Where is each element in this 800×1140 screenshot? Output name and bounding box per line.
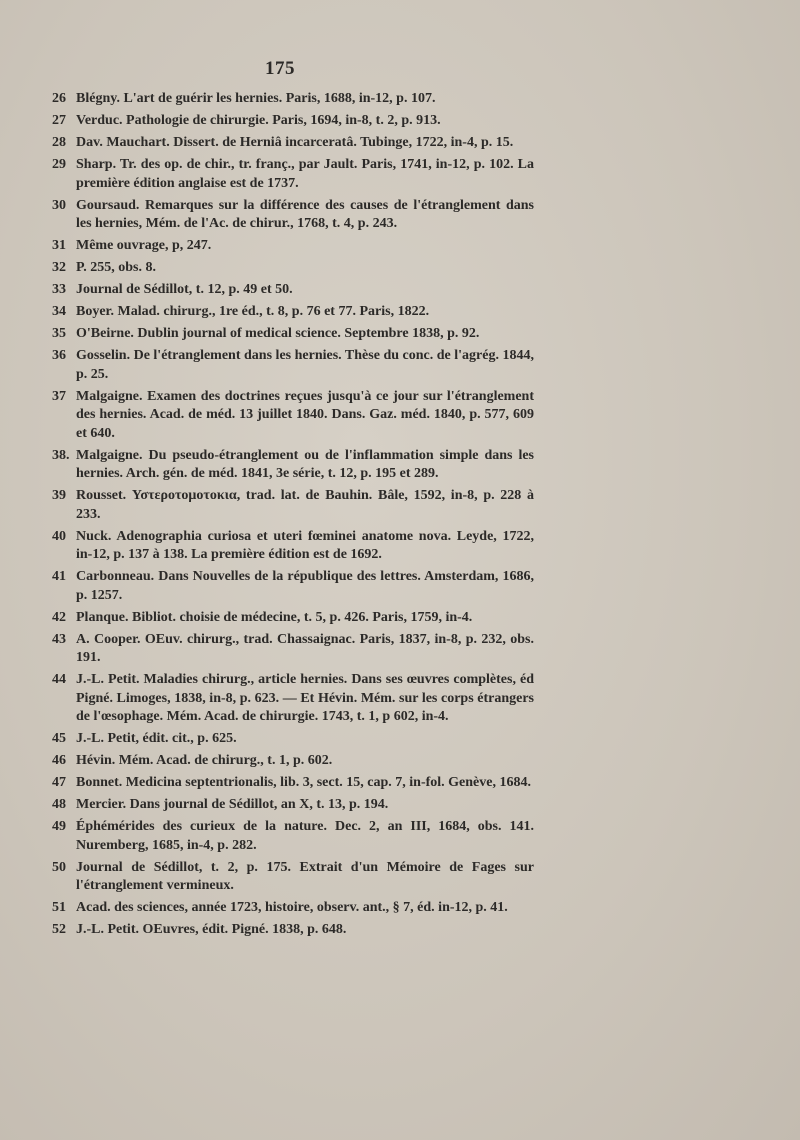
reference-text: J.-L. Petit. Maladies chirurg., article hernies. Dans ses œuvres complètes, éd Pigné. Limoges, 1838, in-8, p. 623. — Et Hévin. Mém. sur les corps étrangers de l'œsophage. Mém. Acad. de chirurgie. 1743, t. 1, p 602, in-4. bbox=[76, 672, 534, 724]
reference-entry bbox=[52, 237, 534, 256]
reference-entry bbox=[52, 528, 534, 565]
reference-text: Verduc. Pathologie de chirurgie. Paris, 1694, in-8, t. 2, p. 913. bbox=[76, 113, 441, 128]
reference-number: 40 bbox=[52, 528, 66, 544]
reference-text: Bonnet. Medicina septentrionalis, lib. 3, sect. 15, cap. 7, in-fol. Genève, 1684. bbox=[76, 775, 531, 790]
reference-entry bbox=[52, 156, 534, 193]
reference-entry bbox=[52, 112, 534, 131]
reference-number: 45 bbox=[52, 731, 66, 746]
reference-number: 52 bbox=[52, 922, 66, 937]
reference-text: O'Beirne. Dublin journal of medical science. Septembre 1838, p. 92. bbox=[76, 326, 480, 341]
reference-entry bbox=[52, 818, 534, 855]
reference-number: 39 bbox=[52, 488, 66, 503]
reference-text: Hévin. Mém. Acad. de chirurg., t. 1, p. 602. bbox=[76, 753, 333, 768]
reference-text: J.-L. Petit. OEuvres, édit. Pigné. 1838, p. 648. bbox=[76, 922, 347, 937]
reference-text: P. 255, obs. 8. bbox=[76, 260, 157, 275]
reference-number: 47 bbox=[52, 775, 66, 790]
reference-text: Acad. des sciences, année 1723, histoire, observ. ant., § 7, éd. in-12, p. 41. bbox=[76, 900, 508, 915]
reference-number: 49 bbox=[52, 819, 66, 834]
reference-number: 35 bbox=[52, 326, 66, 341]
reference-text: J.-L. Petit, édit. cit., p. 625. bbox=[76, 731, 237, 746]
reference-number: 27 bbox=[52, 113, 66, 128]
reference-number: 29 bbox=[52, 157, 66, 172]
reference-entry bbox=[52, 671, 534, 727]
reference-number: 50 bbox=[52, 859, 66, 875]
reference-entry bbox=[52, 134, 534, 153]
reference-text: Mercier. Dans journal de Sédillot, an X, t. 13, p. 194. bbox=[76, 797, 389, 812]
reference-number: 41 bbox=[52, 569, 66, 584]
reference-entry bbox=[52, 90, 534, 109]
reference-number: 46 bbox=[52, 753, 66, 768]
reference-entry bbox=[52, 796, 534, 815]
reference-text: Carbonneau. Dans Nouvelles de la république des lettres. Amsterdam, 1686, p. 1257. bbox=[76, 569, 534, 603]
reference-number: 44 bbox=[52, 672, 66, 687]
reference-entry bbox=[52, 921, 534, 940]
reference-entry bbox=[52, 259, 534, 278]
reference-number: 32 bbox=[52, 260, 66, 275]
reference-entry bbox=[52, 859, 534, 896]
reference-number: 30 bbox=[52, 197, 66, 213]
reference-entry bbox=[52, 388, 534, 444]
reference-number: 51 bbox=[52, 900, 66, 915]
reference-number: 43 bbox=[52, 631, 66, 647]
reference-entry bbox=[52, 568, 534, 605]
reference-text: Boyer. Malad. chirurg., 1re éd., t. 8, p. 76 et 77. Paris, 1822. bbox=[76, 304, 430, 319]
reference-entry bbox=[52, 487, 534, 524]
reference-entry bbox=[52, 752, 534, 771]
reference-entry bbox=[52, 899, 534, 918]
reference-text: A. Cooper. OEuv. chirurg., trad. Chassaignac. Paris, 1837, in-8, p. 232, obs. 191. bbox=[76, 631, 534, 665]
reference-text: Dav. Mauchart. Dissert. de Herniâ incarceratâ. Tubinge, 1722, in-4, p. 15. bbox=[76, 135, 514, 150]
reference-entry bbox=[52, 197, 534, 234]
reference-entry bbox=[52, 325, 534, 344]
reference-text: Malgaigne. Du pseudo-étranglement ou de l'inflammation simple dans les hernies. Arch. gén. de méd. 1841, 3e série, t. 12, p. 195 et 289. bbox=[76, 447, 534, 481]
reference-text: Blégny. L'art de guérir les hernies. Paris, 1688, in-12, p. 107. bbox=[76, 91, 436, 106]
reference-text: Goursaud. Remarques sur la différence des causes de l'étranglement dans les hernies, Mém. de l'Ac. de chirur., 1768, t. 4, p. 243. bbox=[76, 197, 534, 231]
reference-text: Même ouvrage, p, 247. bbox=[76, 238, 212, 253]
reference-number: 37 bbox=[52, 388, 66, 404]
reference-entry bbox=[52, 730, 534, 749]
page-number: 175 bbox=[265, 58, 295, 79]
reference-entry bbox=[52, 631, 534, 668]
reference-text: Malgaigne. Examen des doctrines reçues jusqu'à ce jour sur l'étranglement des hernies. Acad. de méd. 13 juillet 1840. Dans. Gaz. méd. 1840, p. 577, 609 et 640. bbox=[76, 388, 534, 441]
reference-text: Journal de Sédillot, t. 2, p. 175. Extrait d'un Mémoire de Fages sur l'étranglement vermineux. bbox=[76, 859, 534, 893]
reference-text: Éphémérides des curieux de la nature. Dec. 2, an III, 1684, obs. 141. Nuremberg, 1685, in-4, p. 282. bbox=[76, 819, 534, 853]
reference-text: Journal de Sédillot, t. 12, p. 49 et 50. bbox=[76, 282, 293, 297]
reference-number: 31 bbox=[52, 238, 66, 253]
reference-entry bbox=[52, 303, 534, 322]
reference-text: Gosselin. De l'étranglement dans les hernies. Thèse du conc. de l'agrég. 1844, p. 25. bbox=[76, 348, 534, 382]
reference-text: Rousset. Υστεροτομοτοκια, trad. lat. de Bauhin. Bâle, 1592, in-8, p. 228 à 233. bbox=[76, 488, 534, 522]
reference-number: 36 bbox=[52, 348, 66, 363]
reference-number: 38. bbox=[52, 447, 70, 463]
reference-number: 26 bbox=[52, 91, 66, 106]
reference-list bbox=[52, 90, 534, 943]
reference-entry bbox=[52, 447, 534, 484]
reference-number: 42 bbox=[52, 609, 66, 625]
reference-entry bbox=[52, 347, 534, 384]
reference-number: 48 bbox=[52, 797, 66, 812]
reference-entry bbox=[52, 609, 534, 628]
reference-number: 28 bbox=[52, 135, 66, 150]
reference-number: 34 bbox=[52, 304, 66, 319]
reference-text: Planque. Bibliot. choisie de médecine, t. 5, p. 426. Paris, 1759, in-4. bbox=[76, 609, 473, 625]
reference-entry bbox=[52, 774, 534, 793]
reference-number: 33 bbox=[52, 282, 66, 297]
reference-entry bbox=[52, 281, 534, 300]
reference-text: Sharp. Tr. des op. de chir., tr. franç., par Jault. Paris, 1741, in-12, p. 102. La première édition anglaise est de 1737. bbox=[76, 157, 534, 191]
reference-text: Nuck. Adenographia curiosa et uteri fœminei anatome nova. Leyde, 1722, in-12, p. 137 à 138. La première édition est de 1692. bbox=[76, 528, 534, 562]
